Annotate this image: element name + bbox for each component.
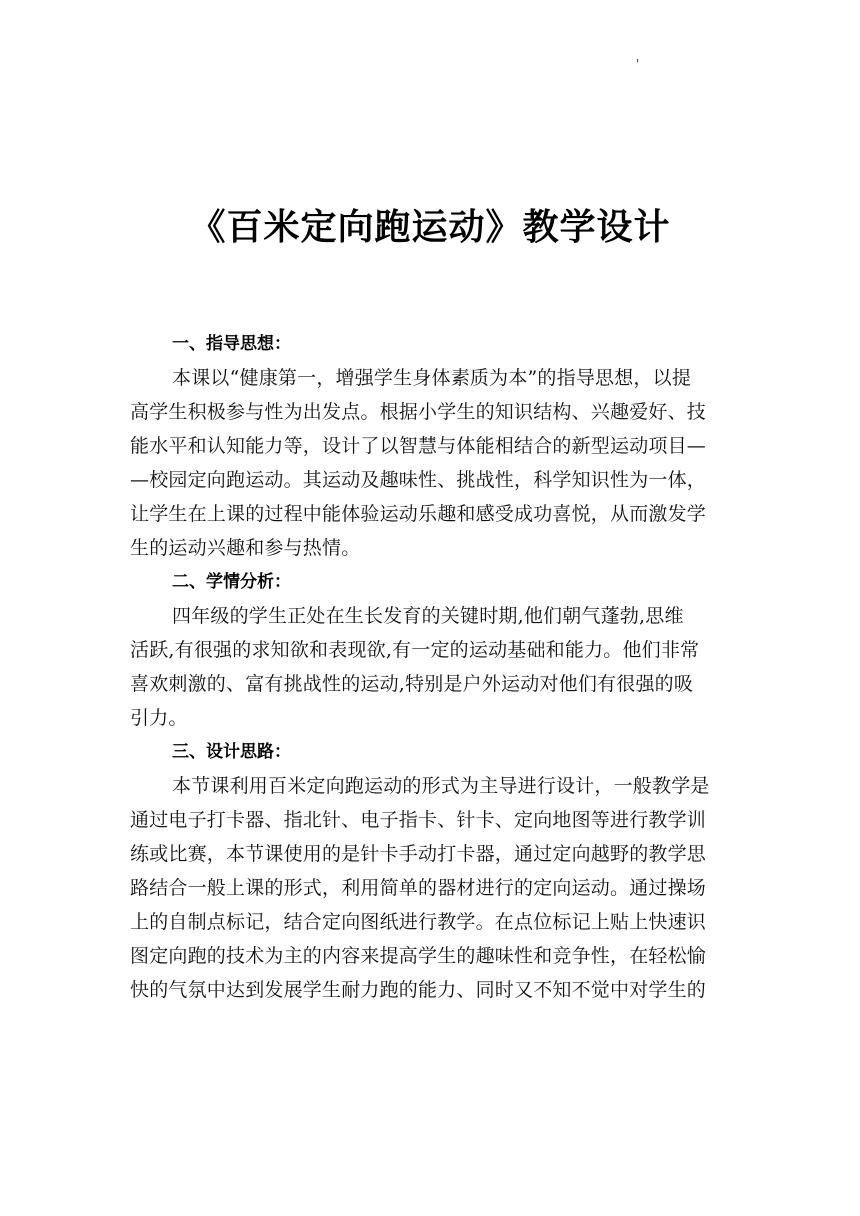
section-guiding-ideology [130, 327, 730, 565]
paragraph-line: 能水平和认知能力等，设计了以智慧与体能相结合的新型运动项目— [130, 435, 707, 457]
paragraph-line: 本节课利用百米定向跑运动的形式为主导进行设计，一般教学是 [172, 775, 710, 797]
paragraph-line: 图定向跑的技术为主的内容来提高学生的趣味性和竞争性，在轻松愉 [130, 945, 707, 967]
paragraph-line: 让学生在上课的过程中能体验运动乐趣和感受成功喜悦，从而激发学 [130, 503, 707, 525]
paragraph-line: 高学生积极参与性为出发点。根据小学生的知识结构、兴趣爱好、技 [130, 401, 707, 423]
paragraph-line: 上的自制点标记，结合定向图纸进行教学。在点位标记上贴上快速识 [130, 911, 707, 933]
section-heading: 三、设计思路： [172, 742, 291, 762]
document-title: 《百米定向跑运动》教学设计 [189, 207, 671, 248]
paragraph-line: 练或比赛，本节课使用的是针卡手动打卡器，通过定向越野的教学思 [130, 843, 707, 865]
section-heading: 二、学情分析： [172, 572, 291, 592]
paragraph-line: 快的气氛中达到发展学生耐力跑的能力、同时又不知不觉中对学生的 [130, 979, 707, 1001]
paragraph-line: 路结合一般上课的形式，利用简单的器材进行的定向运动。通过操场 [130, 877, 707, 899]
page-mark: ' [636, 57, 640, 71]
section-design-approach [130, 735, 730, 1007]
paragraph-line: 生的运动兴趣和参与热情。 [130, 537, 361, 559]
section-student-analysis [130, 565, 730, 735]
paragraph-line: 本课以“健康第一，增强学生身体素质为本”的指导思想，以提 [172, 367, 692, 389]
paragraph-line: 四年级的学生正处在生长发育的关键时期,他们朝气蓬勃,思维 [172, 605, 684, 627]
paragraph-line: 活跃,有很强的求知欲和表现欲,有一定的运动基础和能力。他们非常 [130, 639, 700, 661]
section-heading: 一、指导思想： [172, 334, 291, 354]
paragraph-line: 喜欢刺激的、富有挑战性的运动,特别是户外运动对他们有很强的吸 [130, 673, 694, 695]
paragraph-line: 引力。 [130, 707, 188, 729]
paragraph-line: 通过电子打卡器、指北针、电子指卡、针卡、定向地图等进行教学训 [130, 809, 707, 831]
paragraph-line: —校园定向跑运动。其运动及趣味性、挑战性，科学知识性为一体， [130, 469, 707, 491]
document-body [130, 327, 730, 1007]
